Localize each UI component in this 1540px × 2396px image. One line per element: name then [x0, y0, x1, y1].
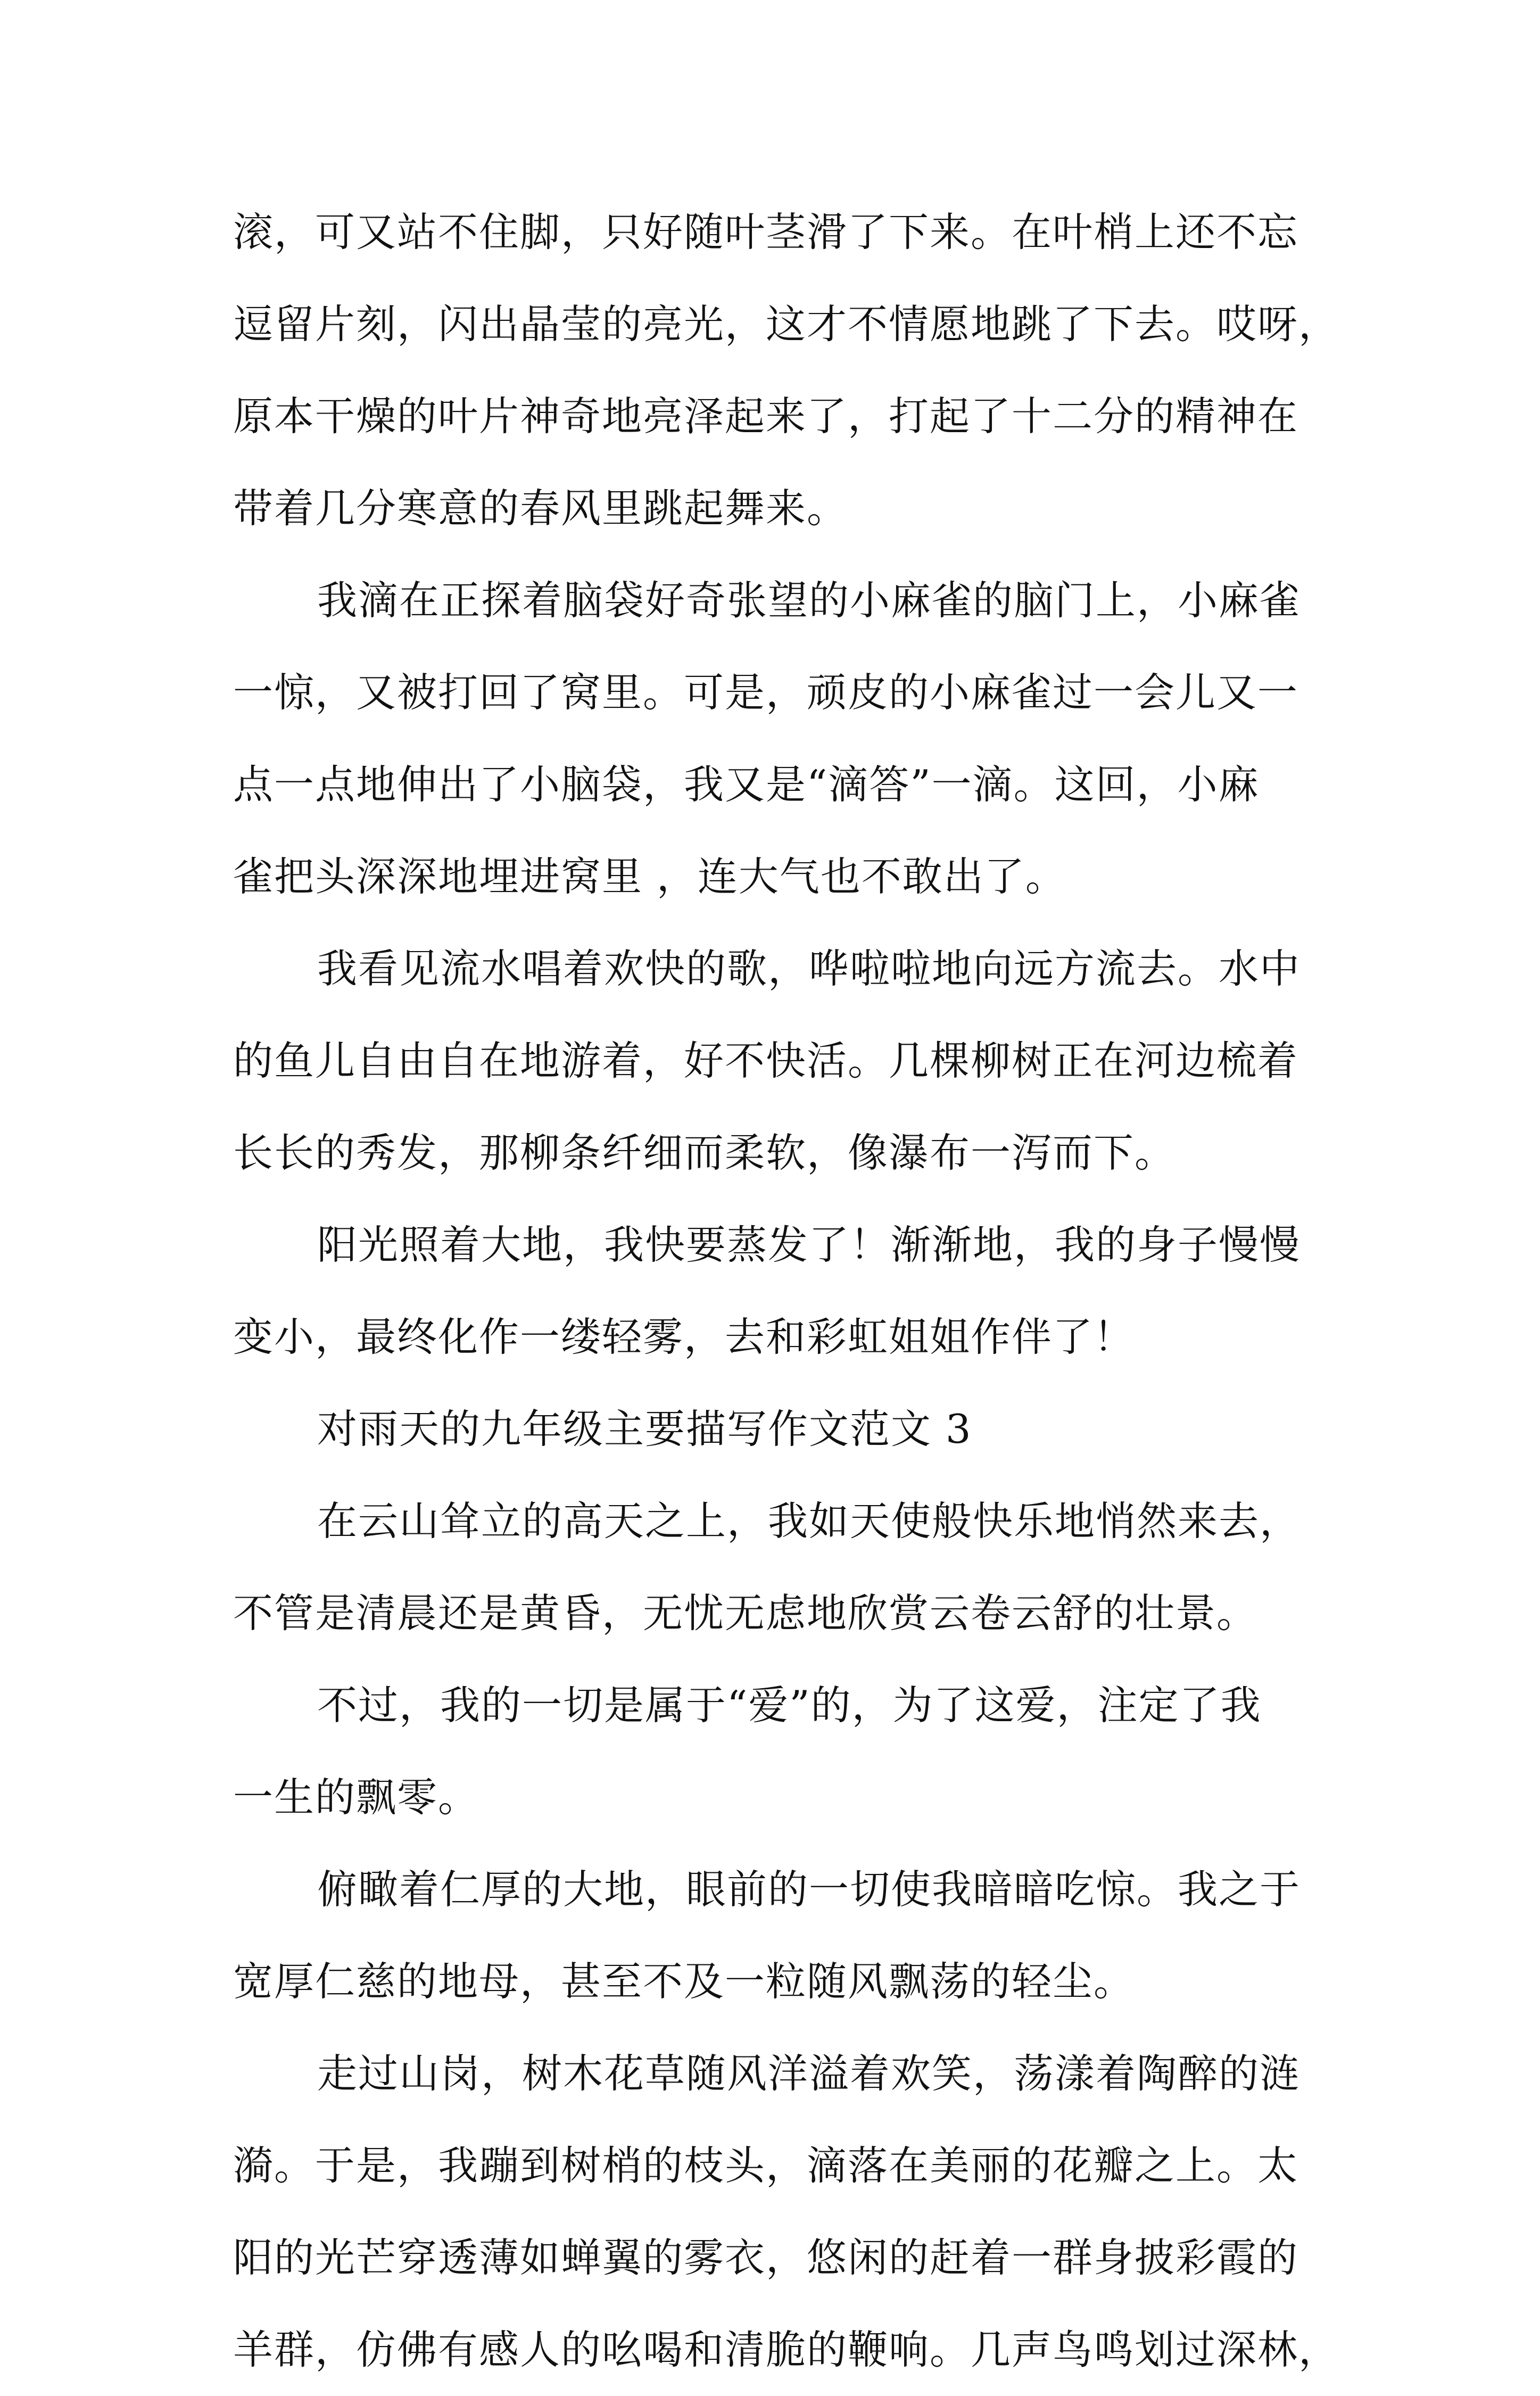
text-line: 羊群，仿佛有感人的吆喝和清脆的鞭响。几声鸟鸣划过深林，	[233, 2326, 1340, 2373]
text-line: 在云山耸立的高天之上，我如天使般快乐地悄然来去，	[317, 1498, 1301, 1544]
section-heading: 对雨天的九年级主要描写作文范文 3	[317, 1406, 972, 1452]
essay-text	[233, 186, 1340, 2396]
text-line: 俯瞰着仁厚的大地，眼前的一切使我暗暗吃惊。我之于	[317, 1866, 1301, 1913]
text-line: 阳的光芒穿透薄如蝉翼的雾衣，悠闲的赶着一群身披彩霞的	[233, 2234, 1299, 2281]
text-line: 原本干燥的叶片神奇地亮泽起来了，打起了十二分的精神在	[233, 393, 1299, 440]
text-line: 点一点地伸出了小脑袋，我又是“滴答”一滴。这回，小麻	[233, 761, 1260, 808]
text-line: 带着几分寒意的春风里跳起舞来。	[233, 485, 848, 532]
text-line: 一惊，又被打回了窝里。可是，顽皮的小麻雀过一会儿又一	[233, 669, 1299, 716]
text-line: 不管是清晨还是黄昏，无忧无虑地欣赏云卷云舒的壮景。	[233, 1590, 1258, 1637]
text-line: 长长的秀发，那柳条纤细而柔软，像瀑布一泻而下。	[233, 1129, 1176, 1176]
text-line: 宽厚仁慈的地母，甚至不及一粒随风飘荡的轻尘。	[233, 1958, 1135, 2005]
text-line: 阳光照着大地，我快要蒸发了！渐渐地，我的身子慢慢	[317, 1221, 1301, 1268]
text-line: 滚，可又站不住脚，只好随叶茎滑了下来。在叶梢上还不忘	[233, 209, 1299, 255]
text-line: 变小，最终化作一缕轻雾，去和彩虹姐姐作伴了！	[233, 1313, 1135, 1360]
text-line: 的鱼儿自由自在地游着，好不快活。几棵柳树正在河边梳着	[233, 1037, 1299, 1084]
text-line: 不过，我的一切是属于“爱”的，为了这爱，注定了我	[317, 1682, 1262, 1729]
text-line: 我滴在正探着脑袋好奇张望的小麻雀的脑门上，小麻雀	[317, 577, 1301, 624]
text-line: 我看见流水唱着欢快的歌，哗啦啦地向远方流去。水中	[317, 945, 1301, 992]
text-line: 逗留片刻，闪出晶莹的亮光，这才不情愿地跳了下去。哎呀，	[233, 301, 1340, 348]
text-line: 一生的飘零。	[233, 1774, 479, 1821]
text-line: 漪。于是，我蹦到树梢的枝头，滴落在美丽的花瓣之上。太	[233, 2142, 1299, 2189]
text-line: 雀把头深深地埋进窝里 ，连大气也不敢出了。	[233, 853, 1066, 900]
text-line: 走过山岗，树木花草随风洋溢着欢笑，荡漾着陶醉的涟	[317, 2050, 1301, 2097]
